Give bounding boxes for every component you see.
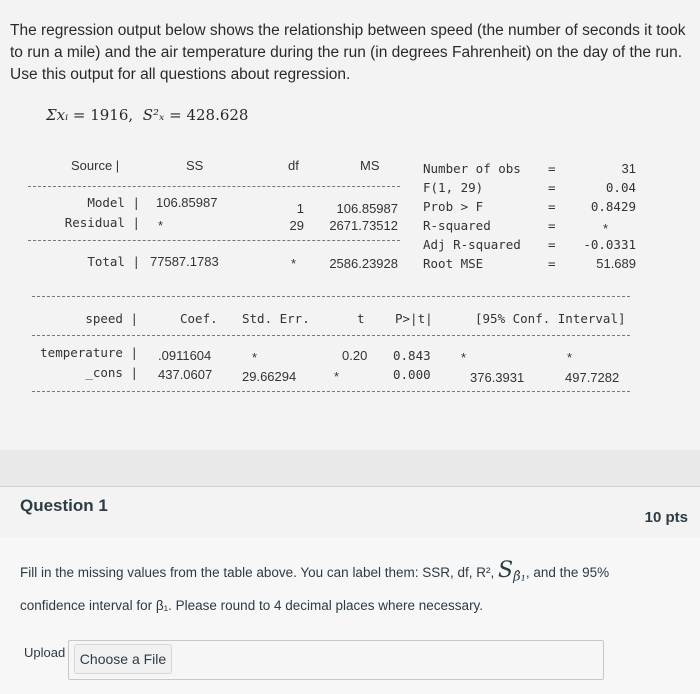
question-points: 10 pts (644, 509, 688, 526)
anova-header-ss: SS (186, 158, 204, 173)
coef-header-coef: Coef. (180, 311, 218, 326)
fit-stat-eq: = (548, 256, 556, 271)
intro-text: The regression output below shows the relationship between speed (the number of seconds it took to run a mile) and the air temperature during the run (in degrees Fahrenheit) on the day of the run. Use this output for all questions about regression. (10, 22, 686, 83)
summary-formula (46, 106, 248, 124)
coef-row-t: 0.20 (342, 348, 368, 363)
variance-value: = 428.628 (169, 106, 249, 124)
fit-stat-value: 31 (621, 161, 636, 176)
coef-divider-top (32, 296, 630, 297)
anova-header-df: df (288, 158, 299, 173)
fit-stat-label: F(1, 29) (423, 180, 484, 195)
sigma-symbol: S (498, 558, 514, 583)
coef-row-coef: 437.0607 (158, 367, 213, 382)
anova-row-ss: 77587.1783 (150, 254, 219, 269)
anova-row-ms: 106.85987 (336, 201, 398, 216)
fit-stat-eq: = (548, 180, 556, 195)
fit-stat-eq: = (548, 218, 556, 233)
fit-stat-label: R-squared (423, 218, 491, 233)
coef-divider-bottom (32, 391, 630, 392)
anova-row-df: 29 (289, 218, 304, 233)
coef-header-var: speed | (85, 311, 138, 326)
question-text-part1: Fill in the missing values from the table above. You can label them: SSR, df, R², (20, 565, 495, 580)
anova-row-df: * (290, 256, 296, 271)
anova-row-source: Total | (87, 254, 140, 269)
question-text-part2: , and the 95% (525, 565, 610, 580)
question-text (20, 557, 660, 620)
coef-header-se: Std. Err. (242, 311, 310, 326)
anova-header-source: Source | (71, 158, 120, 173)
coef-row-ci-low: * (461, 350, 467, 365)
fit-stat-label: Number of obs (423, 161, 521, 176)
fit-stat-value: -0.0331 (583, 237, 636, 252)
coef-row-var: _cons | (85, 365, 138, 380)
anova-row-df: 1 (296, 201, 304, 216)
anova-row-ss: 106.85987 (156, 195, 218, 210)
coef-row-se: * (252, 350, 258, 365)
coef-row-ci-low: 376.3931 (470, 370, 525, 385)
coef-header-ci: [95% Conf. Interval] (475, 311, 626, 326)
coef-row-p: 0.843 (393, 348, 431, 363)
coef-row-ci-high: * (567, 350, 573, 365)
upload-label: Upload (24, 645, 66, 660)
anova-row-ms: 2586.23928 (329, 256, 398, 271)
sum-x-label: Σxᵢ (46, 106, 69, 124)
fit-stat-label: Prob > F (423, 199, 484, 214)
question-text-part3: confidence interval for β₁. Please round to 4 decimal places where necessary. (20, 597, 484, 613)
fit-stat-value: 51.689 (596, 256, 636, 271)
coef-row-p: 0.000 (393, 367, 431, 382)
coef-row-ci-high: 497.7282 (565, 370, 620, 385)
fit-stat-value: 0.8429 (590, 199, 636, 214)
anova-divider-top (28, 186, 400, 187)
fit-stat-label: Adj R-squared (423, 237, 521, 252)
anova-row-source: Residual | (64, 215, 140, 230)
coef-row-coef: .0911604 (158, 348, 212, 363)
coef-header-p: P>|t| (395, 311, 433, 326)
coef-row-t: * (334, 369, 340, 384)
variance-label: S²ₓ (142, 106, 165, 124)
fit-stat-label: Root MSE (423, 256, 484, 271)
fit-stat-eq: = (548, 161, 556, 176)
coef-row-se: 29.66294 (242, 369, 297, 384)
anova-divider-bottom (28, 240, 400, 241)
fit-stat-value: 0.04 (605, 180, 636, 195)
question-title: Question 1 (20, 496, 108, 515)
fit-stat-eq: = (548, 237, 556, 252)
anova-row-source: Model | (87, 195, 140, 210)
anova-header-ms: MS (360, 158, 380, 173)
coef-divider-mid (32, 335, 630, 336)
choose-file-button[interactable]: Choose a File (74, 644, 172, 674)
anova-row-ss: * (158, 218, 164, 233)
coef-header-t: t (357, 311, 365, 326)
sigma-subscript: β̂₁ (513, 569, 526, 585)
fit-stat-eq: = (548, 199, 556, 214)
fit-stat-value: * (602, 221, 608, 236)
anova-row-ms: 2671.73512 (329, 218, 398, 233)
coef-row-var: temperature | (40, 345, 138, 360)
sum-x-value: = 1916, (72, 106, 134, 124)
